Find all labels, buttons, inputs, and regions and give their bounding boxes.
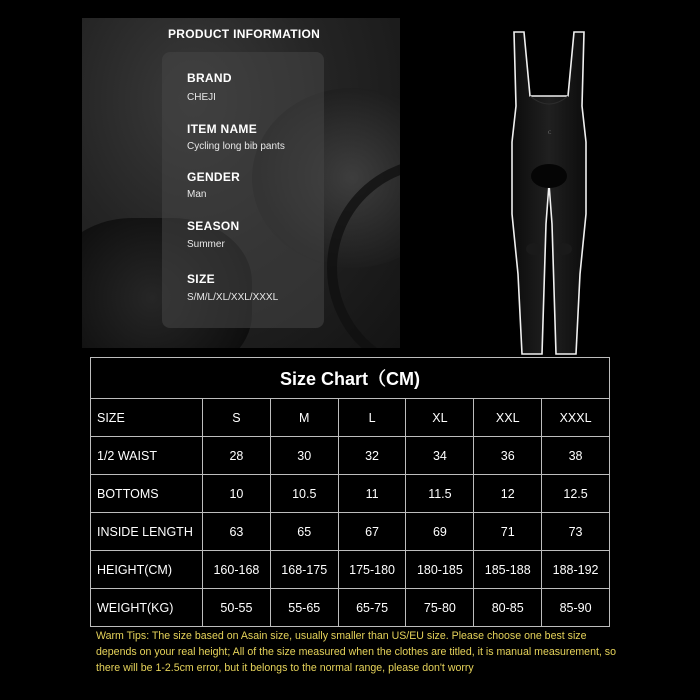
row-label: BOTTOMS [91,475,203,513]
svg-text:C: C [548,131,552,136]
table-cell: 65-75 [338,589,406,627]
gender-label: GENDER [187,170,241,184]
table-cell: 69 [406,513,474,551]
table-cell: 36 [474,437,542,475]
size-chart-title: Size Chart（CM) [91,358,610,399]
table-cell: 32 [338,437,406,475]
table-cell: 65 [270,513,338,551]
row-label: HEIGHT(CM) [91,551,203,589]
size-header-cell: XXXL [542,399,610,437]
row-label: 1/2 WAIST [91,437,203,475]
season-label: SEASON [187,219,240,233]
table-cell: 38 [542,437,610,475]
table-row [91,551,610,589]
table-cell: 71 [474,513,542,551]
table-cell: 63 [203,513,271,551]
table-cell: 175-180 [338,551,406,589]
table-cell: 188-192 [542,551,610,589]
table-row [91,589,610,627]
table-cell: 73 [542,513,610,551]
table-cell: 168-175 [270,551,338,589]
table-cell: 55-65 [270,589,338,627]
table-cell: 10.5 [270,475,338,513]
table-cell: 67 [338,513,406,551]
table-cell: 180-185 [406,551,474,589]
item-name-label: ITEM NAME [187,122,258,136]
size-header-cell: L [338,399,406,437]
size-header-cell: SIZE [91,399,203,437]
table-cell: 10 [203,475,271,513]
size-header-cell: XXL [474,399,542,437]
brand-label: BRAND [187,71,232,85]
table-cell: 11 [338,475,406,513]
season-value: Summer [187,239,225,250]
warm-tips-note: Warm Tips: The size based on Asain size, usually smaller than US/EU size. Please choose one best size depends on your real height; All of the size measured when the clothes are titled, it is manual measurement, so there will be 1-2.5cm error, but it belongs to the normal range, please don't worry [96,630,616,674]
bib-pants-image [486,24,612,358]
table-cell: 50-55 [203,589,271,627]
table-cell: 30 [270,437,338,475]
table-cell: 11.5 [406,475,474,513]
table-cell: 28 [203,437,271,475]
size-header-cell: S [203,399,271,437]
table-row [91,513,610,551]
table-cell: 185-188 [474,551,542,589]
table-row [91,437,610,475]
table-cell: 34 [406,437,474,475]
table-cell: 75-80 [406,589,474,627]
size-chart-table [90,357,610,627]
table-cell: 85-90 [542,589,610,627]
table-cell: 80-85 [474,589,542,627]
product-info-title: PRODUCT INFORMATION [168,27,321,41]
size-header-row [91,399,610,437]
gender-value: Man [187,189,207,200]
row-label: WEIGHT(KG) [91,589,203,627]
size-label: SIZE [187,272,215,286]
size-value: S/M/L/XL/XXL/XXXL [187,292,279,303]
size-header-cell: XL [406,399,474,437]
item-name-value: Cycling long bib pants [187,141,285,152]
brand-value: CHEJI [187,92,216,103]
table-row [91,475,610,513]
table-cell: 12.5 [542,475,610,513]
row-label: INSIDE LENGTH [91,513,203,551]
table-cell: 12 [474,475,542,513]
size-header-cell: M [270,399,338,437]
table-cell: 160-168 [203,551,271,589]
